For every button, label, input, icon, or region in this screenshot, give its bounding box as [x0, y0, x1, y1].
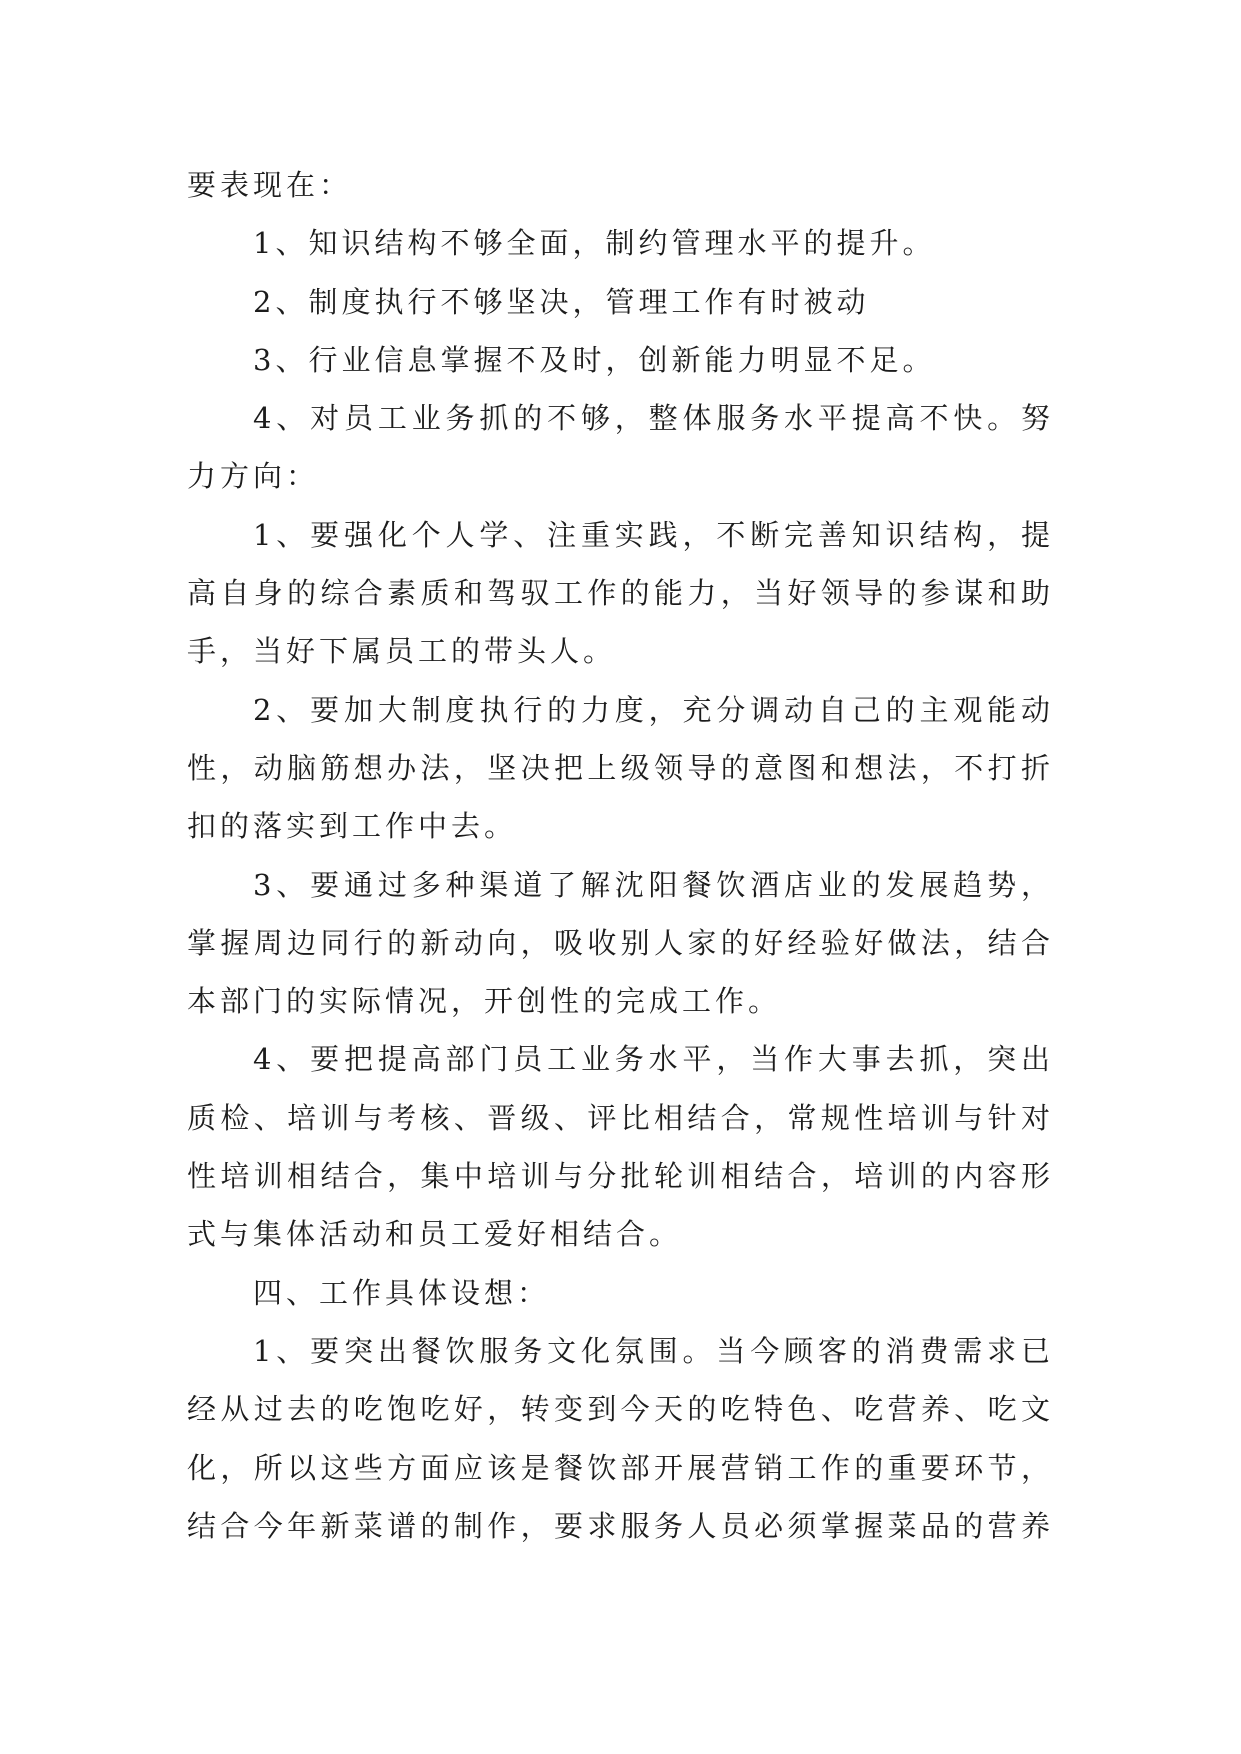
continuation-line: [187, 156, 1054, 214]
line-text: 1、要强化个人学、注重实践，不断完善知识结构，提: [253, 517, 1054, 552]
line-text: 高自身的综合素质和驾驭工作的能力，当好领导的参谋和助: [187, 576, 1054, 611]
line-text: 3、行业信息掌握不及时，创新能力明显不足。: [253, 342, 936, 377]
text-line: [187, 447, 1054, 505]
line-text: 4、要把提高部门员工业务水平，当作大事去抓，突出: [253, 1042, 1054, 1077]
paragraph: [187, 389, 1054, 506]
line-text: 3、要通过多种渠道了解沈阳餐饮酒店业的发展趋势，: [253, 867, 1054, 902]
text-line: [187, 914, 1054, 972]
line-text: 力方向：: [187, 459, 320, 494]
text-line: [187, 739, 1054, 797]
paragraph: [187, 214, 1054, 272]
paragraph: [187, 506, 1054, 681]
line-text: 性培训相结合，集中培训与分批轮训相结合，培训的内容形: [187, 1159, 1054, 1194]
document-body: [187, 156, 1054, 1555]
text-line: [187, 622, 1054, 680]
text-line: [187, 1264, 1054, 1322]
text-line: [187, 797, 1054, 855]
text-line: [187, 1205, 1054, 1263]
line-text: 性，动脑筋想办法，坚决把上级领导的意图和想法，不打折: [187, 750, 1054, 785]
paragraph: [187, 273, 1054, 331]
line-text: 2、制度执行不够坚决，管理工作有时被动: [253, 284, 870, 319]
text-line: [187, 1380, 1054, 1438]
text-line: [187, 1322, 1054, 1380]
line-text: 本部门的实际情况，开创性的完成工作。: [187, 984, 782, 1019]
paragraph: [187, 1322, 1054, 1555]
text-line: [187, 564, 1054, 622]
paragraph: [187, 1030, 1054, 1263]
text-line: [187, 1497, 1054, 1555]
text-line: [187, 214, 1054, 272]
text-line: [187, 1439, 1054, 1497]
line-text: 式与集体活动和员工爱好相结合。: [187, 1217, 683, 1252]
text-line: [187, 972, 1054, 1030]
line-text: 结合今年新菜谱的制作，要求服务人员必须掌握菜品的营养: [187, 1508, 1054, 1543]
line-text: 1、知识结构不够全面，制约管理水平的提升。: [253, 226, 936, 261]
text-line: [187, 1030, 1054, 1088]
line-text: 手，当好下属员工的带头人。: [187, 634, 617, 669]
line-text: 四、工作具体设想：: [253, 1275, 551, 1310]
line-text: 4、对员工业务抓的不够，整体服务水平提高不快。努: [253, 401, 1054, 436]
paragraph: [187, 681, 1054, 856]
paragraph: [187, 856, 1054, 1031]
line-text: 要表现在：: [187, 168, 353, 202]
text-line: [187, 389, 1054, 447]
line-text: 1、要突出餐饮服务文化氛围。当今顾客的消费需求已: [253, 1333, 1054, 1368]
text-line: [187, 1147, 1054, 1205]
text-line: [187, 506, 1054, 564]
line-text: 经从过去的吃饱吃好，转变到今天的吃特色、吃营养、吃文: [187, 1392, 1054, 1427]
line-text: 扣的落实到工作中去。: [187, 809, 518, 844]
line-text: 2、要加大制度执行的力度，充分调动自己的主观能动: [253, 692, 1054, 727]
line-text: 质检、培训与考核、晋级、评比相结合，常规性培训与针对: [187, 1100, 1054, 1135]
text-line: [187, 1089, 1054, 1147]
text-line: [187, 856, 1054, 914]
paragraph: [187, 331, 1054, 389]
text-line: [187, 681, 1054, 739]
text-line: [187, 273, 1054, 331]
text-line: [187, 331, 1054, 389]
line-text: 掌握周边同行的新动向，吸收别人家的好经验好做法，结合: [187, 925, 1054, 960]
line-text: 化，所以这些方面应该是餐饮部开展营销工作的重要环节，: [187, 1450, 1054, 1485]
paragraph: [187, 1264, 1054, 1322]
